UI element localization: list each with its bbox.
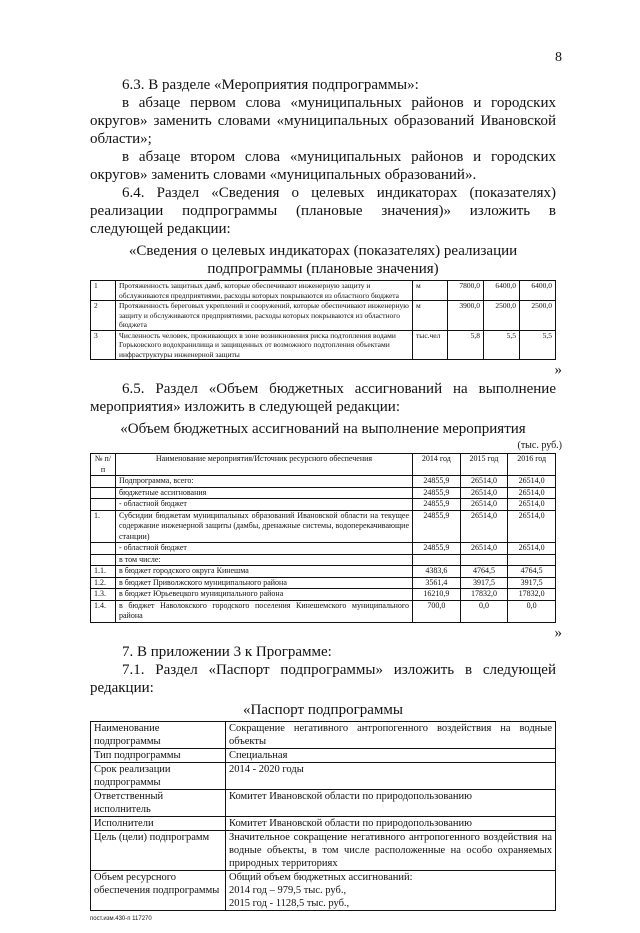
field-name: Объем ресурсного обеспечения подпрограммы [91,870,226,910]
value-1: 17832,0 [460,589,508,601]
table-row [91,554,556,566]
unit: м [413,301,448,331]
indicator-name: Протяженность защитных дамб, которые обеспечивают инженерную защиту и обслуживаются предприятиями, расходы которых покрываются из областного бюджета [116,281,413,301]
value-0: 24855,9 [413,543,461,555]
field-value: Значительное сокращение негативного антропогенного воздействия на водные объекты, в том числе расположенные на особо охраняемых природных территориях [226,830,556,870]
value-1: 26514,0 [460,487,508,499]
value-0: 5,8 [448,330,484,360]
table3-title: «Паспорт подпрограммы [243,701,403,718]
section-6-3-para2: в абзаце втором слова «муниципальных районов и городских округов» заменить словами «муниципальных образований». [90,149,556,183]
row-number [91,476,116,488]
value-2: 2500,0 [520,301,556,331]
item-name: - областной бюджет [116,499,413,511]
row-number: 2 [91,301,116,331]
value-2: 17832,0 [508,589,556,601]
value-0: 16210,9 [413,589,461,601]
column-header: № п/п [91,454,116,476]
value-2: 26514,0 [508,543,556,555]
column-header: 2015 год [460,454,508,476]
value-2: 6400,0 [520,281,556,301]
table-row [91,721,556,748]
section-6-3-para1: в абзаце первом слова «муниципальных районов и городских округов» заменить словами «муниципальных образований Ивановской области»; [90,95,556,147]
value-1: 26514,0 [460,543,508,555]
field-value: Сокращение негативного антропогенного воздействия на водные объекты [226,721,556,748]
value-0: 24855,9 [413,499,461,511]
item-name: в бюджет Наволокского городского поселения Кинешемского муниципального района [116,600,413,622]
value-2: 0,0 [508,600,556,622]
budget-table [90,453,556,623]
value-1: 4764,5 [460,566,508,578]
table-row [91,476,556,488]
value-1: 6400,0 [484,281,520,301]
unit: м [413,281,448,301]
field-value: Общий объем бюджетных ассигнований: 2014 год – 979,5 тыс. руб., 2015 год - 1128,5 тыс. руб., [226,870,556,910]
row-number: 1.4. [91,600,116,622]
value-0: 3561,4 [413,577,461,589]
row-number [91,543,116,555]
table-row [91,281,556,301]
table-row [91,487,556,499]
row-number: 1.3. [91,589,116,601]
value-1: 3917,5 [460,577,508,589]
item-name: в том числе: [116,554,413,566]
table-row [91,499,556,511]
row-number [91,499,116,511]
field-name: Цель (цели) подпрограмм [91,830,226,870]
table-row [91,789,556,816]
item-name: Субсидии бюджетам муниципальных образований Ивановской области на текущее содержание инженерной защиты (дамбы, дренажные системы, водоперекачивающие станции) [116,510,413,543]
item-name: Подпрограмма, всего: [116,476,413,488]
value-0: 3900,0 [448,301,484,331]
table-row [91,748,556,762]
table-row [91,816,556,830]
item-name: в бюджет городского округа Кинешма [116,566,413,578]
value-1: 26514,0 [460,510,508,543]
value-1: 26514,0 [460,476,508,488]
page-number: 8 [555,50,562,65]
item-name: в бюджет Юрьевецкого муниципального района [116,589,413,601]
value-1: 5,5 [484,330,520,360]
field-name: Наименование подпрограммы [91,721,226,748]
unit: тыс.чел [413,330,448,360]
table-row [91,543,556,555]
value-2 [508,554,556,566]
table-row [91,566,556,578]
value-0: 700,0 [413,600,461,622]
row-number [91,487,116,499]
table-row [91,577,556,589]
value-0: 24855,9 [413,476,461,488]
field-name: Срок реализации подпрограммы [91,762,226,789]
column-header: 2016 год [508,454,556,476]
value-1: 2500,0 [484,301,520,331]
field-name: Исполнители [91,816,226,830]
field-name: Тип подпрограммы [91,748,226,762]
indicator-name: Численность человек, проживающих в зоне возникновения риска подтопления водами Горьковского водохранилища и защищенных от возможного подтопления объектами инфраструктуры инженерной защиты [116,330,413,360]
item-name: бюджетные ассигнования [116,487,413,499]
table-row [91,762,556,789]
value-0: 4383,6 [413,566,461,578]
value-0 [413,554,461,566]
row-number [91,554,116,566]
row-number: 1. [91,510,116,543]
passport-table [90,721,556,911]
close-quote-1: » [554,362,562,378]
field-value: 2014 - 2020 годы [226,762,556,789]
table-row [91,301,556,331]
column-header: Наименование мероприятия/Источник ресурсного обеспечения [116,454,413,476]
footer-code: пост.изм.430-п 117270 [90,915,152,922]
table1-title: «Сведения о целевых индикаторах (показателях) реализации подпрограммы (плановые значения) [128,243,518,277]
value-2: 5,5 [520,330,556,360]
row-number: 1.2. [91,577,116,589]
value-1 [460,554,508,566]
value-1: 0,0 [460,600,508,622]
table-row [91,330,556,360]
section-7-1-text: 7.1. Раздел «Паспорт подпрограммы» изложить в следующей редакции: [90,661,556,696]
item-name: - областной бюджет [116,543,413,555]
field-name: Ответственный исполнитель [91,789,226,816]
value-0: 7800,0 [448,281,484,301]
row-number: 1.1. [91,566,116,578]
value-2: 26514,0 [508,487,556,499]
section-7-heading: 7. В приложении 3 к Программе: [122,643,332,660]
indicators-table [90,280,556,360]
close-quote-2: » [554,624,562,641]
row-number: 1 [91,281,116,301]
section-6-5-text: 6.5. Раздел «Объем бюджетных ассигнований на выполнение мероприятия» изложить в следующей редакции: [90,381,556,415]
table-row [91,870,556,910]
table-row [91,510,556,543]
value-0: 24855,9 [413,487,461,499]
column-header: 2014 год [413,454,461,476]
value-0: 24855,9 [413,510,461,543]
field-value: Комитет Ивановской области по природопользованию [226,789,556,816]
field-value: Комитет Ивановской области по природопользованию [226,816,556,830]
value-2: 3917,5 [508,577,556,589]
item-name: в бюджет Приволжского муниципального района [116,577,413,589]
value-2: 26514,0 [508,510,556,543]
value-1: 26514,0 [460,499,508,511]
value-2: 4764,5 [508,566,556,578]
section-6-4-text: 6.4. Раздел «Сведения о целевых индикаторах (показателях) реализации подпрограммы (плановые значения)» изложить в следующей редакции: [90,185,556,237]
section-6-3-heading: 6.3. В разделе «Мероприятия подпрограммы»: [122,77,419,93]
table2-title: «Объем бюджетных ассигнований на выполнение мероприятия [120,421,526,437]
value-2: 26514,0 [508,499,556,511]
units-label: (тыс. руб.) [517,440,562,451]
header-row [91,454,556,476]
value-2: 26514,0 [508,476,556,488]
field-value: Специальная [226,748,556,762]
indicator-name: Протяженность береговых укреплений и сооружений, которые обеспечивают инженерную защиту и обслуживаются предприятиями, расходы которых покрываются из областного бюджета [116,301,413,331]
table-row [91,600,556,622]
table-row [91,830,556,870]
row-number: 3 [91,330,116,360]
table-row [91,589,556,601]
